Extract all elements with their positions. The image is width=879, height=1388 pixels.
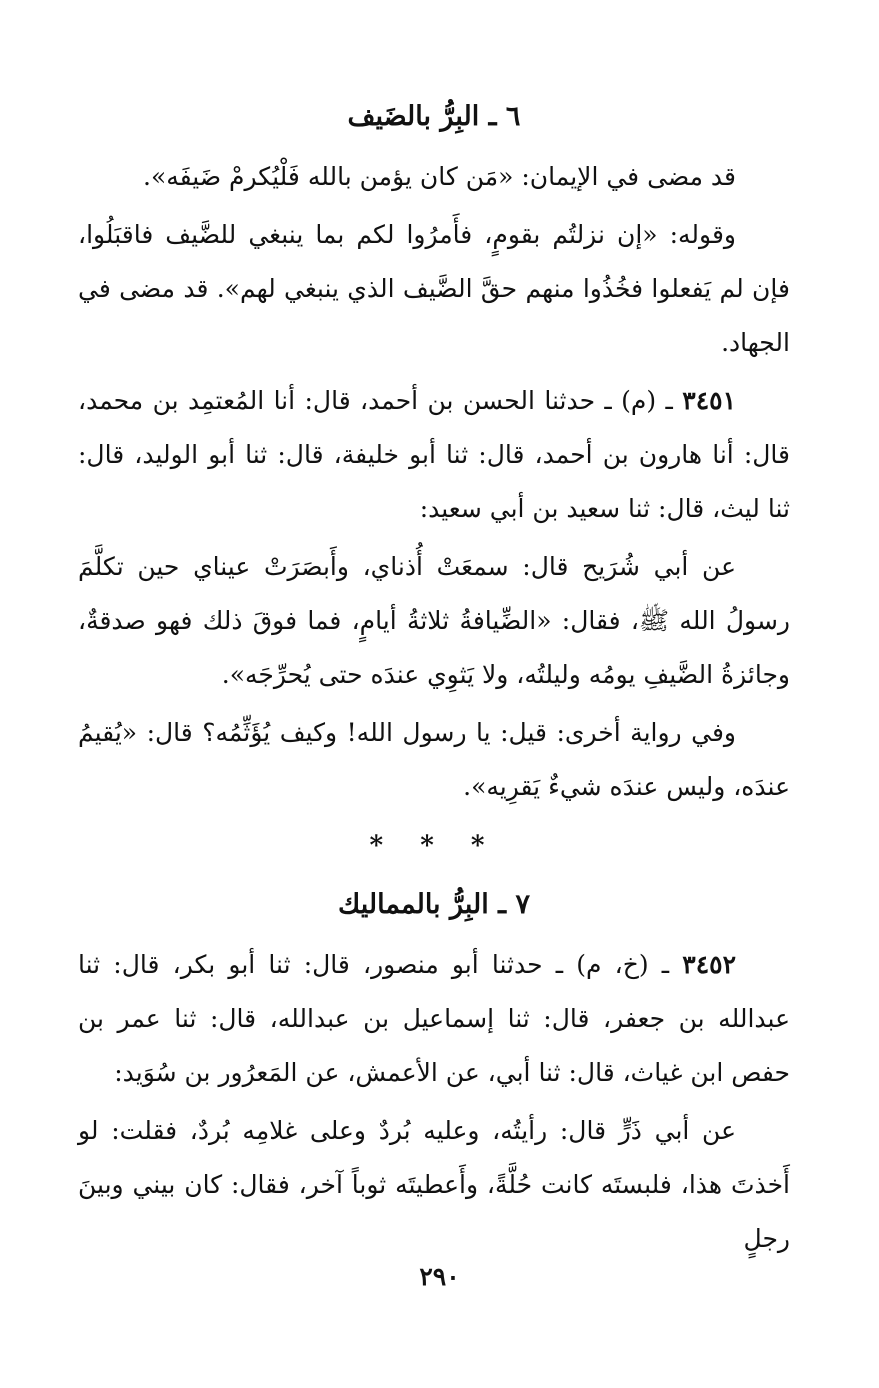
paragraph-iman-reference: قد مضى في الإيمان: «مَن كان يؤمن بالله فَلْيُكرمْ ضَيفَه». xyxy=(143,162,736,191)
section-heading-slaves: ٧ ـ البِرُّ بالمماليك xyxy=(338,889,530,920)
hadith-chain-3451 xyxy=(78,374,790,536)
isnad-text: ـ (خ، م) ـ حدثنا أبو منصور، قال: ثنا أبو بكر، قال: ثنا عبدالله بن جعفر، قال: ثنا إسماعيل بن عبدالله، قال: ثنا عمر بن حفص ابن غياث، قال: ثنا أبي، عن الأعمش، عن المَعرُور بن سُوَيد: xyxy=(78,950,790,1087)
hadith-number: ٣٤٥٢ xyxy=(682,950,737,979)
hadith-chain-3452 xyxy=(78,938,790,1100)
book-page xyxy=(78,92,790,1270)
paragraph-guest-rights: وقوله: «إن نزلتُم بقومٍ، فأَمرُوا لكم بما ينبغي للضَّيف فاقبَلُوا، فإن لم يَفعلوا فخُذُوا منهم حقَّ الضَّيف الذي ينبغي لهم». قد مضى في الجهاد. xyxy=(78,220,790,357)
section-separator: * * * xyxy=(369,831,499,861)
paragraph-other-narration: وفي رواية أخرى: قيل: يا رسول الله! وكيف يُؤَثِّمُه؟ قال: «يُقيمُ عندَه، وليس عندَه شيءٌ يَقرِيه». xyxy=(78,718,790,801)
page-number: ٢٩٠ xyxy=(419,1262,460,1291)
hadith-text-3452: عن أبي ذَرٍّ قال: رأيتُه، وعليه بُردٌ وعلى غلامِه بُردٌ، فقلت: لو أَخذتَ هذا، فلبستَه كانت حُلَّةً، وأَعطيتَه ثوباً آخر، فقال: كان بيني وبينَ رجلٍ xyxy=(78,1116,790,1253)
isnad-text: ـ (م) ـ حدثنا الحسن بن أحمد، قال: أنا المُعتمِد بن محمد، قال: أنا هارون بن أحمد، قال: ثنا أبو خليفة، قال: ثنا أبو الوليد، قال: ثنا ليث، قال: ثنا سعيد بن أبي سعيد: xyxy=(78,386,790,523)
hadith-text-3451: عن أبي شُرَيح قال: سمعَتْ أُذناي، وأَبصَرَتْ عيناي حين تكلَّمَ رسولُ الله ﷺ، فقال: «الضِّيافةُ ثلاثةُ أيامٍ، فما فوقَ ذلك فهو صدقةٌ، وجائزةُ الضَّيفِ يومُه وليلتُه، ولا يَثوِي عندَه حتى يُحرِّجَه». xyxy=(78,552,790,689)
hadith-number: ٣٤٥١ xyxy=(682,386,736,415)
section-heading-hospitality: ٦ ـ البِرُّ بالضَيف xyxy=(347,101,521,132)
